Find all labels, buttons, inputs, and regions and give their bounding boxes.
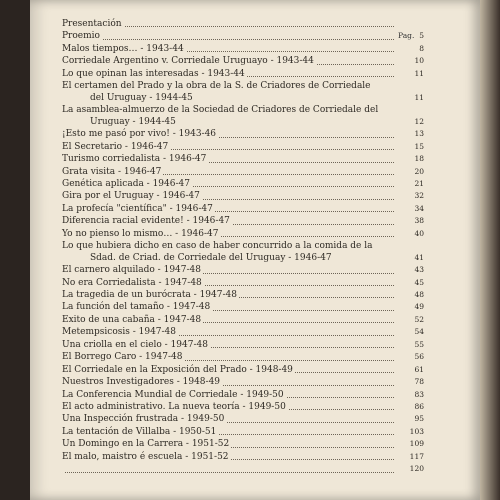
toc-entry-title: Una Inspección frustrada - 1949-50	[62, 414, 225, 425]
toc-entry	[62, 30, 424, 42]
toc-entry	[62, 43, 424, 55]
toc-entry-title: La profecía "científica" - 1946-47	[62, 203, 213, 214]
toc-entry	[62, 190, 424, 202]
toc-entry	[62, 314, 424, 326]
toc-entry	[62, 240, 424, 264]
toc-entry-page-number: 40	[414, 228, 424, 238]
toc-entry	[62, 141, 424, 153]
toc-entry-title: ¡Esto me pasó por vivo! - 1943-46	[62, 129, 217, 140]
toc-entry	[62, 264, 424, 276]
toc-entry-page-number: 43	[414, 265, 424, 275]
toc-entry-page-number: 61	[414, 364, 424, 374]
toc-entry-page-number: 45	[414, 277, 424, 287]
toc-entry-title: La Conferencia Mundial de Corriedale - 1949-50	[62, 389, 284, 400]
toc-entry-page-number: 55	[414, 339, 424, 349]
toc-entry-title: Exito de una cabaña - 1947-48	[62, 314, 202, 325]
toc-entry	[62, 55, 424, 67]
toc-entry-title: No era Corriedalista - 1947-48	[62, 277, 202, 288]
toc-entry	[62, 339, 424, 351]
toc-entry-page-number: 48	[414, 290, 424, 299]
toc-entry	[62, 289, 424, 301]
page-edge	[480, 0, 500, 500]
toc-entry-title: Metempsicosis - 1947-48	[62, 327, 177, 338]
toc-entry	[62, 426, 424, 438]
page-column-label: Pag.	[398, 31, 415, 40]
toc-entry	[62, 128, 424, 140]
toc-entry-page-number: 52	[414, 314, 424, 324]
toc-entry-page-number: 5	[419, 31, 424, 41]
toc-entry-title: El certamen del Prado y la obra de la S. de Criadores de Corriedale	[62, 81, 371, 92]
toc-entry-page-number: 12	[414, 117, 424, 127]
toc-entry-page-number: 13	[414, 129, 424, 139]
toc-entry-title: El Borrego Caro - 1947-48	[62, 352, 183, 363]
toc-entry	[62, 104, 424, 128]
toc-entry-title: Gira por el Uruguay - 1946-47	[62, 191, 200, 202]
toc-entry-title-continued: Uruguay - 1944-45	[90, 117, 176, 128]
toc-entry	[62, 166, 424, 178]
toc-entry-page-number: 56	[414, 352, 424, 362]
toc-entry-page-number: 117	[409, 451, 424, 461]
toc-entry-title: Malos tiempos… - 1943-44	[62, 43, 184, 54]
toc-entry-page-number: 103	[409, 426, 424, 436]
toc-entry-title-continued: del Uruguay - 1944-45	[90, 93, 193, 104]
toc-entry-page-number: 54	[414, 327, 424, 337]
toc-entry	[62, 376, 424, 388]
toc-entry-page-number: 11	[414, 93, 424, 103]
toc-entry	[62, 326, 424, 338]
toc-entry	[62, 451, 424, 463]
toc-entry	[62, 18, 424, 30]
toc-entry	[62, 277, 424, 289]
toc-entry-title-continued: Sdad. de Criad. de Corriedale del Uruguay - 1946-47	[90, 253, 332, 264]
toc-entry-title: El acto administrativo. La nueva teoría - 1949-50	[62, 401, 286, 412]
toc-entry-page-number: 15	[414, 141, 424, 151]
dot-leader	[62, 39, 394, 40]
dot-leader	[62, 472, 394, 473]
table-of-contents	[62, 18, 424, 476]
toc-entry-title: Presentación	[62, 19, 122, 29]
toc-entry-title: La función del tamaño - 1947-48	[62, 302, 211, 313]
toc-entry	[62, 301, 424, 313]
toc-entry-title: El malo, maistro é escuela - 1951-52	[62, 451, 229, 462]
toc-entry-page-number: 11	[414, 68, 424, 78]
toc-entry-title: Grata visita - 1946-47	[62, 166, 162, 177]
toc-entry-page-number: 8	[419, 43, 424, 53]
toc-entry-page-number: 21	[414, 178, 424, 188]
toc-entry-title: El Secretario - 1946-47	[62, 141, 169, 152]
toc-entry-page-number: 49	[414, 302, 424, 312]
toc-entry-page-number: 32	[414, 191, 424, 201]
toc-entry	[62, 178, 424, 190]
toc-entry-title: La asamblea-almuerzo de la Sociedad de Criadores de Corriedale del	[62, 105, 379, 116]
toc-entry	[62, 228, 424, 240]
toc-entry	[62, 153, 424, 165]
toc-entry	[62, 215, 424, 227]
toc-entry	[62, 463, 424, 475]
toc-entry-title: Turismo corriedalista - 1946-47	[62, 154, 207, 165]
toc-entry	[62, 413, 424, 425]
toc-entry-title: La tentación de Villalba - 1950-51	[62, 426, 217, 437]
toc-entry-title: Proemio	[62, 31, 100, 42]
toc-entry	[62, 389, 424, 401]
toc-entry-title: Corriedale Argentino v. Corriedale Uruguayo - 1943-44	[62, 56, 314, 67]
toc-entry	[62, 364, 424, 376]
toc-entry-page-number: 38	[414, 216, 424, 226]
toc-entry-title: Nuestros Investigadores - 1948-49	[62, 377, 221, 388]
toc-entry-title: El carnero alquilado - 1947-48	[62, 265, 201, 276]
toc-entry-title: Un Domingo en la Carrera - 1951-52	[62, 439, 230, 450]
toc-entry-title: Lo que hubiera dicho en caso de haber concurrido a la comida de la	[62, 241, 373, 252]
toc-entry	[62, 68, 424, 80]
toc-entry-page-number: 83	[414, 389, 424, 399]
toc-entry-page-number: 34	[414, 203, 424, 213]
toc-entry-title: La tragedia de un burócrata - 1947-48	[62, 290, 237, 300]
toc-entry-page-number: 10	[414, 56, 424, 66]
toc-entry-page-number: 109	[409, 439, 424, 449]
toc-entry-page-number: 20	[414, 166, 424, 176]
toc-entry-title: Genética aplicada - 1946-47	[62, 178, 190, 189]
toc-entry-title: Lo que opinan las interesadas - 1943-44	[62, 68, 245, 79]
toc-entry-page-number: 95	[414, 414, 424, 424]
toc-entry	[62, 401, 424, 413]
toc-entry-title	[62, 464, 64, 474]
toc-entry	[62, 80, 424, 104]
toc-entry-page-number: 41	[414, 253, 424, 263]
toc-entry	[62, 438, 424, 450]
toc-entry-title: Diferencia racial evidente! - 1946-47	[62, 216, 230, 227]
toc-entry-page-number: 78	[414, 377, 424, 387]
toc-entry-page-number: 86	[414, 401, 424, 411]
toc-entry	[62, 351, 424, 363]
toc-entry-page-number: 120	[409, 464, 424, 474]
toc-entry	[62, 203, 424, 215]
toc-entry-title: Una criolla en el cielo - 1947-48	[62, 339, 208, 350]
toc-entry-title: El Corriedale en la Exposición del Prado - 1948-49	[62, 364, 293, 375]
toc-entry-page-number: 18	[414, 154, 424, 164]
toc-entry-title: Yo no pienso lo mismo… - 1946-47	[62, 228, 219, 239]
